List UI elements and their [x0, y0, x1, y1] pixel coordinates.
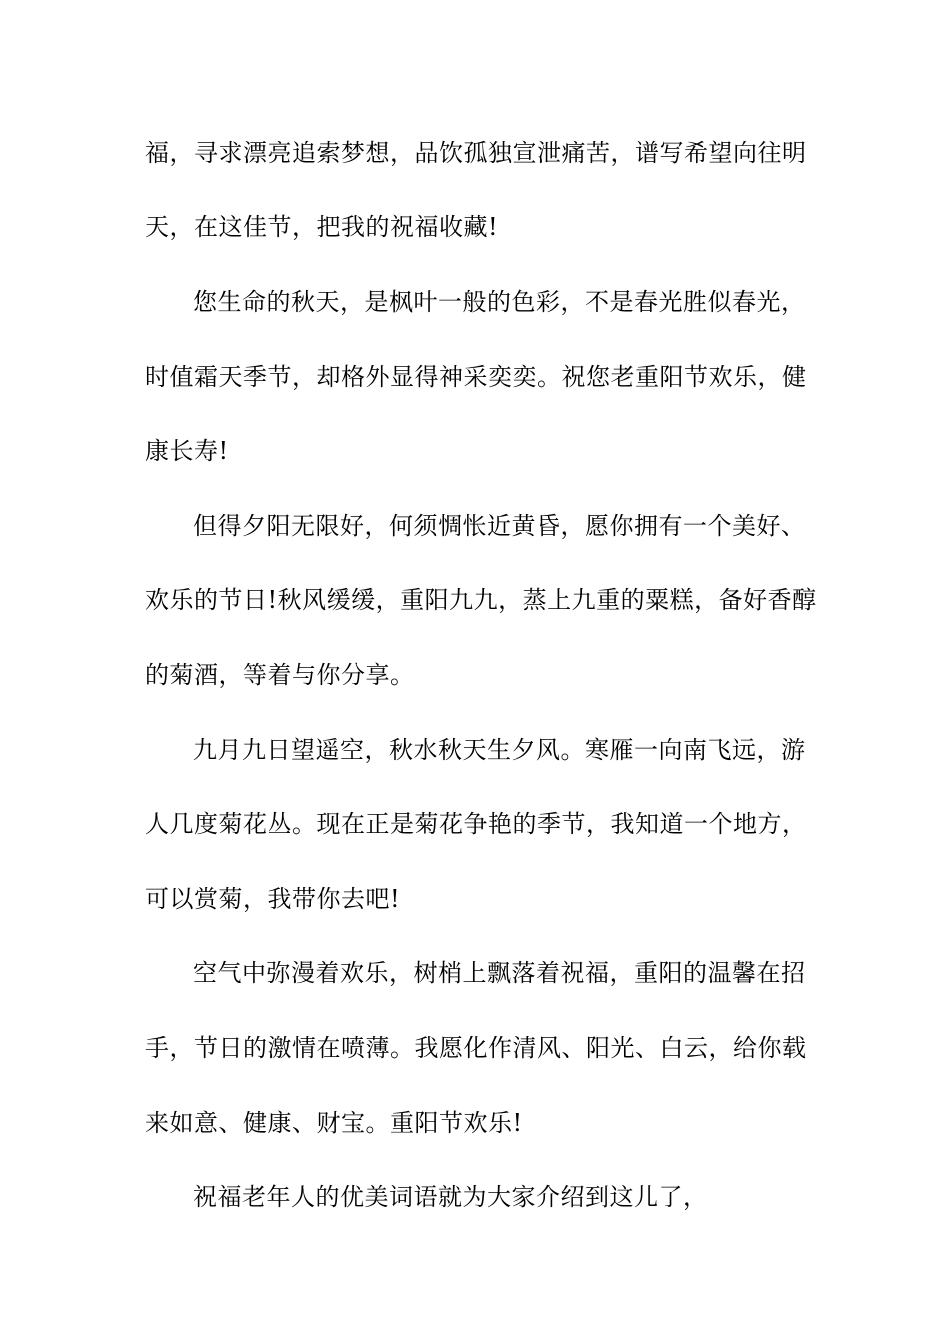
- text-line: 的菊酒，等着与你分享。: [145, 661, 415, 689]
- paragraph-first-line: 空气中弥漫着欢乐，树梢上飘落着祝福，重阳的温馨在招: [193, 959, 806, 987]
- paragraph-first-line: 但得夕阳无限好，何须惆怅近黄昏，愿你拥有一个美好、: [193, 512, 806, 540]
- text-line: 福，寻求漂亮追索梦想，品饮孤独宣泄痛苦，谱写希望向往明: [145, 139, 807, 167]
- text-line: 可以赏菊，我带你去吧!: [145, 885, 401, 913]
- text-line: 康长寿!: [145, 437, 229, 465]
- text-line: 欢乐的节日!秋风缓缓，重阳九九，蒸上九重的粟糕，备好香醇: [145, 586, 817, 614]
- paragraph-first-line: 九月九日望遥空，秋水秋天生夕风。寒雁一向南飞远，游: [193, 736, 806, 764]
- paragraph-first-line: 祝福老年人的优美词语就为大家介绍到这儿了，: [193, 1183, 708, 1211]
- text-line: 来如意、健康、财宝。重阳节欢乐!: [145, 1109, 523, 1137]
- text-line: 时值霜天季节，却格外显得神采奕奕。祝您老重阳节欢乐，健: [145, 363, 807, 391]
- text-line: 天，在这佳节，把我的祝福收藏!: [145, 213, 499, 241]
- paragraph-first-line: 您生命的秋天，是枫叶一般的色彩，不是春光胜似春光，: [193, 288, 806, 316]
- text-line: 手，节日的激情在喷薄。我愿化作清风、阳光、白云，给你载: [145, 1034, 807, 1062]
- text-line: 人几度菊花丛。现在正是菊花争艳的季节，我知道一个地方，: [145, 810, 807, 838]
